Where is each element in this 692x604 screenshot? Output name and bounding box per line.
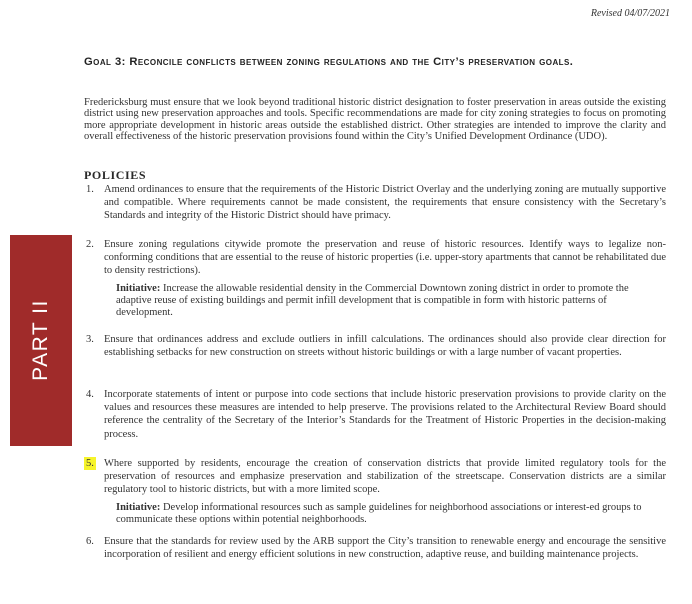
policy-number: 2. xyxy=(86,239,94,250)
revision-date: Revised 04/07/2021 xyxy=(590,8,670,19)
policies-heading: POLICIES xyxy=(84,168,147,182)
initiative-label: Initiative: xyxy=(116,501,161,513)
initiative-label: Initiative: xyxy=(116,282,161,294)
initiative-text: Increase the allowable residential density in the Commercial Downtown zoning district in order to promote the adaptive reuse of existing buildings and permit infill development that is compatible in form with historic patterns of development. xyxy=(116,282,629,319)
policy-item-6 xyxy=(84,535,666,561)
policy-item-2 xyxy=(84,238,666,319)
policy-item-4 xyxy=(84,388,666,441)
policy-number: 3. xyxy=(86,334,94,345)
intro-paragraph: Fredericksburg must ensure that we look beyond traditional historic district designation to foster preservation in areas outside the existing district using new preservation approaches and tools. Specific recommendations are made for city zoning strategies to focus on promoting more appropriate development in historic areas outside the established district. Other strategies are intended to improve the clarity and overall effectiveness of the historic preservation provisions found within the City’s Unified Development Ordinance (UDO). xyxy=(84,97,666,143)
initiative-text: Develop informational resources such as sample guidelines for neighborhood associations or interest-ed groups to communicate these options within potential neighborhoods. xyxy=(116,501,642,525)
policy-number: 6. xyxy=(86,536,94,547)
policy-text: Where supported by residents, encourage the creation of conservation districts that provide limited regulatory tools for the preservation of resources and emphasize preservation and stabilization of the streetscape. Conservation districts are a similar regulatory tool to historic districts, but with a more limited scope. xyxy=(104,458,666,496)
policy-number: 4. xyxy=(86,389,94,400)
policy-initiative xyxy=(116,502,664,526)
goal-title: Goal 3: Reconcile conflicts between zoning regulations and the City’s preservation goals. xyxy=(84,56,574,68)
policy-item-3 xyxy=(84,333,666,359)
policy-number: 1. xyxy=(86,184,94,195)
policy-initiative xyxy=(116,283,664,320)
policy-text: Ensure zoning regulations citywide promote the preservation and reuse of historic resources. Identify ways to legalize non-conforming conditions that are essential to the reuse of historic properties (i.e. upper-story apartments that cannot be rehabilitated due to density restrictions). xyxy=(104,239,666,277)
part-tab-label: PART II xyxy=(29,299,52,381)
policy-text: Ensure that the standards for review used by the ARB support the City’s transition to renewable energy and encourage the sensitive incorporation of resilient and energy efficient solutions in new construction, adaptive reuse, and building maintenance projects. xyxy=(104,536,666,561)
policy-number-highlighted: 5. xyxy=(86,458,94,469)
part-tab xyxy=(10,235,72,446)
policy-text: Incorporate statements of intent or purpose into code sections that include historic preservation provisions to provide clarity on the values and resources these measures are intended to help preserve. The provisions related to the Architectural Review Board should reference the centrality of the Secretary of the Interior’s Standards for the Treatment of Historic Properties in the decision-making process. xyxy=(104,389,666,440)
policy-text: Ensure that ordinances address and exclude outliers in infill calculations. The ordinances should also provide clear direction for establishing setbacks for new construction on streets without historic buildings or with a large number of vacant properties. xyxy=(104,334,666,359)
policy-item-1 xyxy=(84,183,666,223)
policy-item-5 xyxy=(84,457,666,526)
policy-text: Amend ordinances to ensure that the requirements of the Historic District Overlay and the underlying zoning are mutually supportive and compatible. Where requirements cannot be made consistent, the requirements that ensure consistency with the Secretary’s Standards and integrity of the Historic District should have primacy. xyxy=(104,184,666,222)
